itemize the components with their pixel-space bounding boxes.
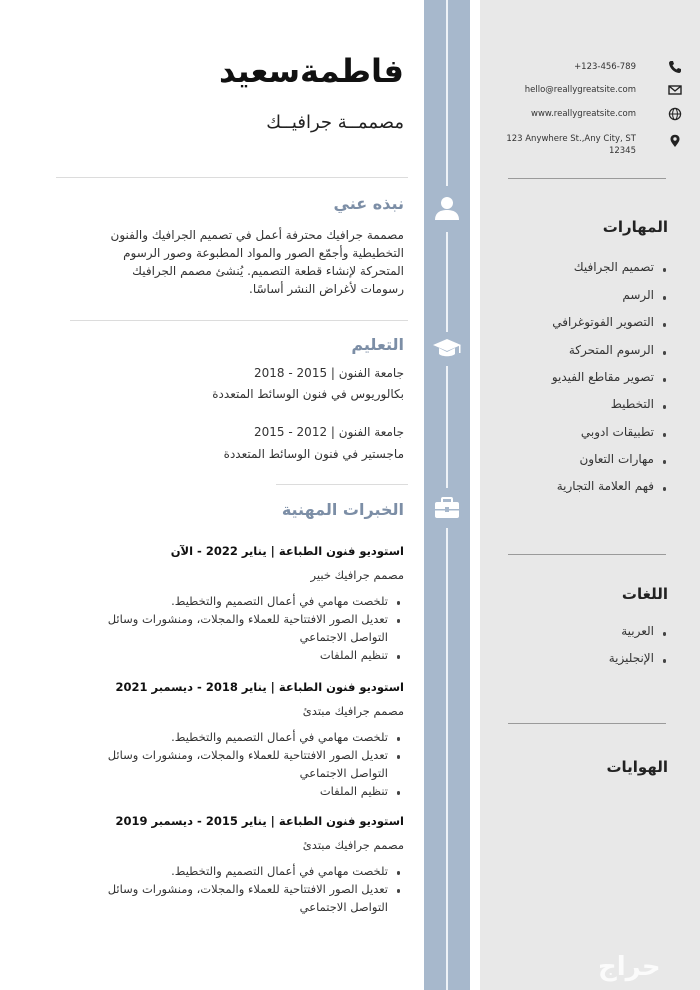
skill-item: التخطيط bbox=[610, 397, 654, 411]
job-bullet: تلخصت مهامي في أعمال التصميم والتخطيط. bbox=[171, 864, 388, 878]
job-bullet: تعديل الصور الافتتاحية للعملاء والمجلات، ومنشورات وسائل bbox=[107, 882, 388, 896]
job-header: استوديو فنون الطباعة | يناير 2022 - الآن bbox=[170, 544, 404, 558]
job-bullet: تنظيم الملفات bbox=[319, 648, 388, 662]
graduation-cap-icon bbox=[429, 330, 465, 366]
education-school: جامعة الفنون | 2012 - 2015 bbox=[254, 425, 404, 439]
band-line bbox=[446, 0, 448, 186]
skill-item: تصوير مقاطع الفيديو bbox=[551, 370, 654, 384]
accent-band bbox=[424, 0, 470, 990]
divider bbox=[508, 554, 666, 555]
hobbies-title: الهوايات bbox=[606, 758, 668, 776]
divider bbox=[56, 177, 408, 178]
about-line: التخطيطية وأجمّع الصور والمواد المطبوعة وصور الرسوم bbox=[123, 246, 404, 260]
skill-item: فهم العلامة التجارية bbox=[556, 479, 654, 493]
job-bullet: تعديل الصور الافتتاحية للعملاء والمجلات، ومنشورات وسائل bbox=[107, 612, 388, 626]
about-line: رسومات لأغراض النشر أساسًا. bbox=[249, 282, 404, 296]
about-line: المتحركة لإنشاء قطعة التصميم. يُنشئ مصمم الجرافيك bbox=[132, 264, 404, 278]
email-icon bbox=[668, 83, 682, 97]
address-line1: 123 Anywhere St.,Any City, ST bbox=[506, 134, 636, 144]
person-name: فاطمةسعيد bbox=[218, 52, 404, 90]
job-role: مصمم جرافيك مبتدئ bbox=[302, 704, 404, 718]
contact-email: hello@reallygreatsite.com bbox=[492, 83, 682, 99]
skills-title: المهارات bbox=[602, 218, 668, 236]
globe-icon bbox=[668, 107, 682, 121]
skill-item: الرسوم المتحركة bbox=[568, 343, 654, 357]
contact-address bbox=[492, 132, 682, 162]
briefcase-icon bbox=[429, 490, 465, 526]
languages-title: اللغات bbox=[621, 585, 668, 603]
divider bbox=[508, 178, 666, 179]
job-bullet: تنظيم الملفات bbox=[319, 784, 388, 798]
band-line bbox=[446, 528, 448, 990]
watermark: حراج bbox=[598, 952, 661, 982]
education-school: جامعة الفنون | 2015 - 2018 bbox=[254, 366, 404, 380]
language-item: الإنجليزية bbox=[608, 651, 654, 665]
divider bbox=[70, 320, 408, 321]
person-title: مصممــة جرافيــك bbox=[266, 112, 404, 133]
phone-icon bbox=[668, 60, 682, 74]
band-line bbox=[446, 232, 448, 332]
job-bullet: تعديل الصور الافتتاحية للعملاء والمجلات، ومنشورات وسائل bbox=[107, 748, 388, 762]
job-bullet: تلخصت مهامي في أعمال التصميم والتخطيط. bbox=[171, 730, 388, 744]
experience-title: الخبرات المهنية bbox=[281, 500, 404, 519]
education-title: التعليم bbox=[351, 335, 404, 354]
education-degree: بكالوريوس في فنون الوسائط المتعددة bbox=[212, 387, 404, 401]
about-line: مصممة جرافيك محترفة أعمل في تصميم الجرافيك والفنون bbox=[110, 228, 404, 242]
job-header: استوديو فنون الطباعة | يناير 2015 - ديسمبر 2019 bbox=[115, 814, 404, 828]
job-header: استوديو فنون الطباعة | يناير 2018 - ديسمبر 2021 bbox=[115, 680, 404, 694]
job-bullet-continued: التواصل الاجتماعي bbox=[299, 900, 388, 914]
language-item: العربية bbox=[621, 624, 654, 638]
address-line2: 12345 bbox=[608, 146, 636, 156]
job-bullet-continued: التواصل الاجتماعي bbox=[299, 630, 388, 644]
job-bullet-continued: التواصل الاجتماعي bbox=[299, 766, 388, 780]
band-line bbox=[446, 366, 448, 488]
divider bbox=[276, 484, 408, 485]
job-role: مصمم جرافيك مبتدئ bbox=[302, 838, 404, 852]
contact-phone: +123-456-789 bbox=[492, 60, 682, 76]
skill-item: تطبيقات ادوبي bbox=[580, 425, 654, 439]
skill-item: التصوير الفوتوغرافي bbox=[552, 315, 654, 329]
education-degree: ماجستير في فنون الوسائط المتعددة bbox=[223, 447, 404, 461]
skill-item: الرسم bbox=[622, 288, 654, 302]
divider bbox=[508, 723, 666, 724]
person-icon bbox=[429, 190, 465, 226]
contact-website: www.reallygreatsite.com bbox=[492, 107, 682, 123]
skill-item: مهارات التعاون bbox=[579, 452, 654, 466]
skill-item: تصميم الجرافيك bbox=[573, 260, 654, 274]
job-bullet: تلخصت مهامي في أعمال التصميم والتخطيط. bbox=[171, 594, 388, 608]
location-icon bbox=[668, 134, 682, 148]
job-role: مصمم جرافيك خبير bbox=[310, 568, 404, 582]
about-title: نبذه عني bbox=[333, 194, 404, 213]
